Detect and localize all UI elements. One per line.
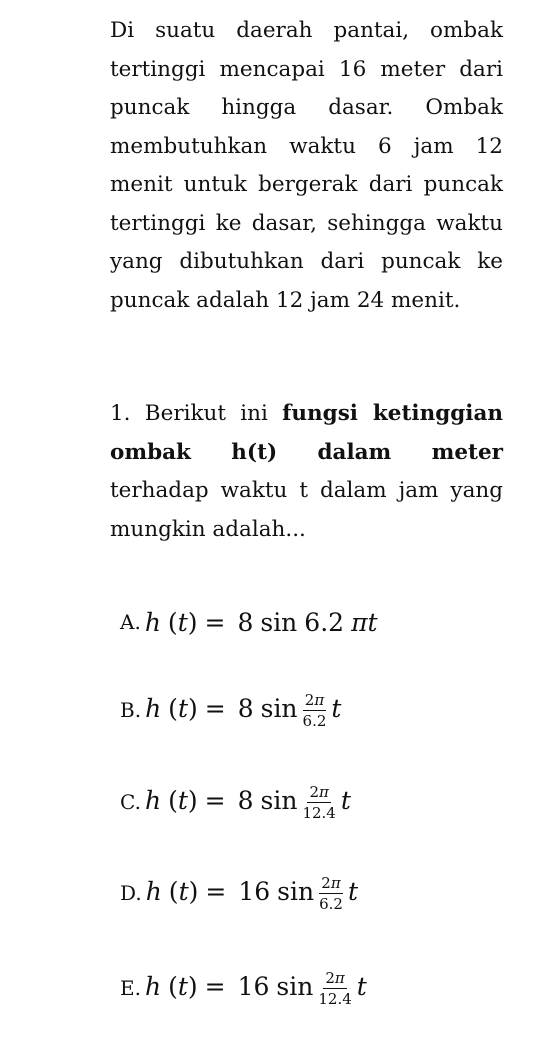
option-letter: D.	[120, 881, 142, 905]
option-letter: B.	[120, 698, 142, 722]
option-a[interactable]	[120, 592, 378, 652]
fraction: $\frac{2\pi}{6.2}$	[302, 690, 327, 730]
option-a-formula: h (t) = 8 sin 6.2 πt	[144, 607, 378, 637]
option-d-formula: h (t) = 16 sin $\frac{2\pi}{6.2}$ t	[145, 873, 358, 913]
option-e[interactable]	[120, 958, 367, 1018]
option-letter: A.	[120, 610, 141, 634]
problem-intro-paragraph: Di suatu daerah pantai, ombak tertinggi mencapai 16 meter dari puncak hingga dasar. Ombak membutuhkan waktu 6 jam 12 menit untuk bergerak dari puncak tertinggi ke dasar, sehingga waktu yang dibutuhkan dari puncak ke puncak adalah 12 jam 24 menit.	[110, 18, 503, 313]
option-b[interactable]	[120, 680, 341, 740]
option-letter: C.	[120, 790, 141, 814]
question-lead: 1. Berikut ini	[110, 401, 283, 426]
fraction: $\frac{2\pi}{6.2}$	[319, 873, 343, 913]
question-paragraph	[110, 395, 503, 549]
fraction: $\frac{2\pi}{12.4}$	[302, 782, 336, 822]
option-letter: E.	[120, 976, 141, 1000]
fraction: $\frac{2\pi}{12.4}$	[318, 968, 352, 1008]
question-tail: terhadap waktu t dalam jam yang mungkin adalah...	[110, 478, 503, 542]
option-b-formula: h (t) = 8 sin $\frac{2\pi}{6.2}$ t	[145, 690, 342, 730]
option-e-formula: h (t) = 16 sin $\frac{2\pi}{12.4}$ t	[144, 968, 367, 1008]
question-bold-phrase: fungsi ketinggian ombak h(t) dalam meter	[110, 401, 504, 465]
option-c-formula: h (t) = 8 sin $\frac{2\pi}{12.4}$ t	[144, 782, 351, 822]
option-d[interactable]	[120, 863, 358, 923]
option-c[interactable]	[120, 772, 351, 832]
